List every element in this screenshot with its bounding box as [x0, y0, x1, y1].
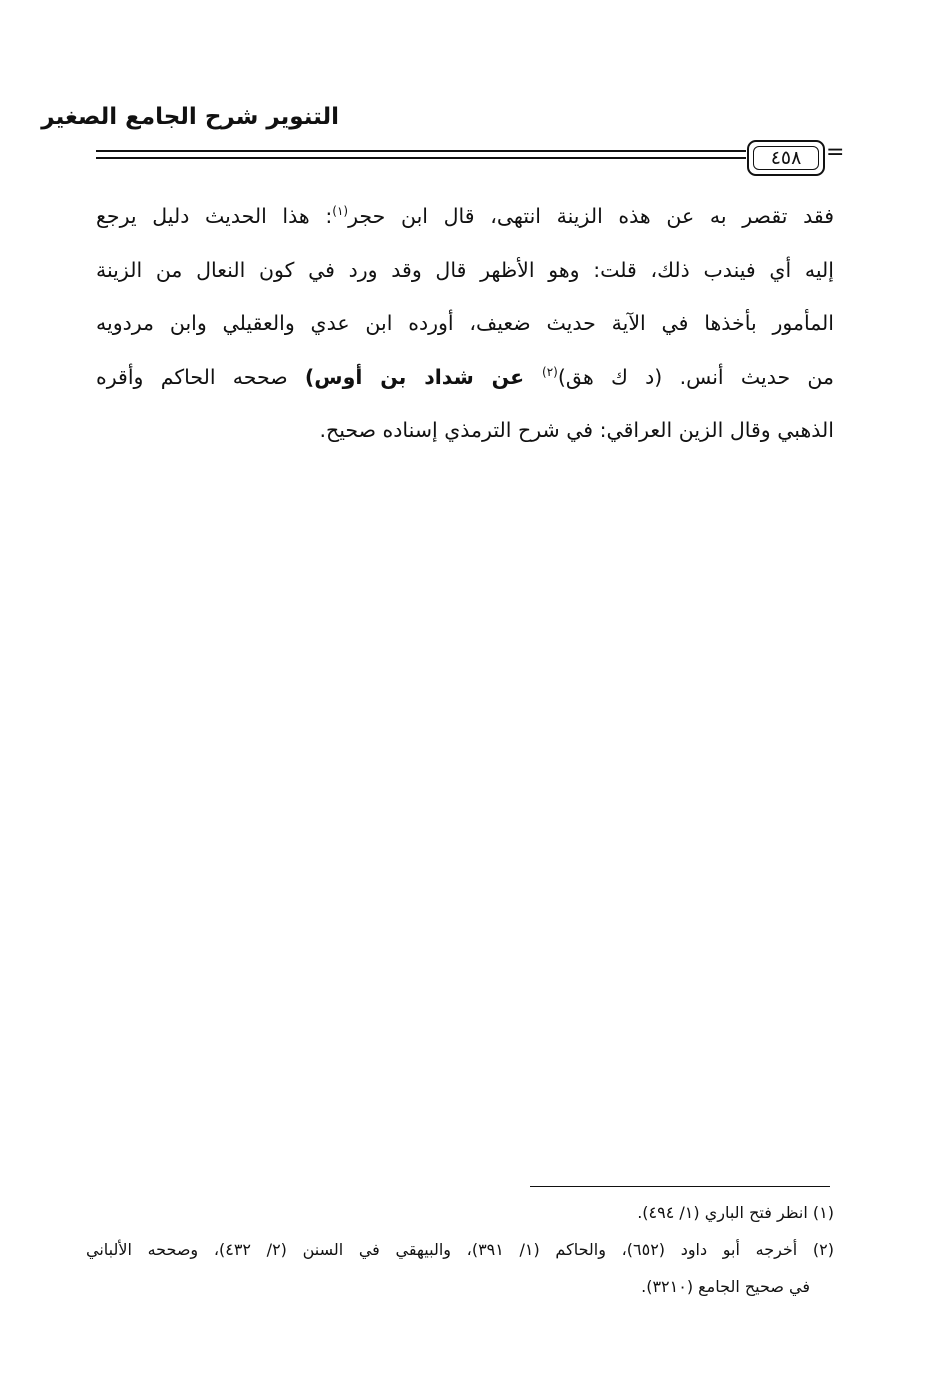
- body-line-2: إليه أي فيندب ذلك، قلت: وهو الأظهر قال وقد ورد في كون النعال من الزينة: [96, 257, 834, 282]
- body-line-1: فقد تقصر به عن هذه الزينة انتهى، قال ابن حجر$^{(١)}$: هذا الحديث دليل يرجع: [96, 204, 834, 228]
- main-text: [96, 190, 834, 458]
- narrator-name: عن شداد بن أوس): [304, 364, 543, 389]
- body-line-5: الذهبي وقال الزين العراقي: في شرح الترمذي إسناده صحيح.: [319, 418, 834, 442]
- page-number-frame: [747, 140, 825, 176]
- page-number: ٤٥٨: [753, 146, 819, 170]
- body-line-4: من حديث أنس. (د ك هق)$^{(٢)}$ عن شداد بن أوس) صححه الحاكم وأقره: [96, 364, 835, 389]
- header-double-rule: [96, 148, 746, 162]
- footnote-1: (١) انظر فتح الباري (١/ ٤٩٤).: [637, 1203, 834, 1222]
- footnote-ref-2: (٢): [542, 364, 558, 379]
- header-rule-upper: [96, 150, 746, 152]
- footnote-ref-1: (١): [332, 204, 349, 218]
- running-header-title: التنوير شرح الجامع الصغير: [41, 104, 339, 130]
- footnote-2: (٢) أخرجه أبو داود (٦٥٢)، والحاكم (١/ ٣٩١)، والبيهقي في السنن (٢/ ٤٣٢)، وصححه الألباني: [86, 1240, 835, 1259]
- header-end-mark: =: [826, 140, 845, 165]
- body-line-3: المأمور بأخذها في الآية حديث ضعيف، أورده ابن عدي والعقيلي وابن مردويه: [96, 311, 834, 335]
- footnote-2-continuation: في صحيح الجامع (٣٢١٠).: [641, 1277, 810, 1296]
- header-rule-lower: [96, 157, 746, 159]
- footnote-separator: [530, 1186, 830, 1187]
- footnotes: [86, 1194, 834, 1305]
